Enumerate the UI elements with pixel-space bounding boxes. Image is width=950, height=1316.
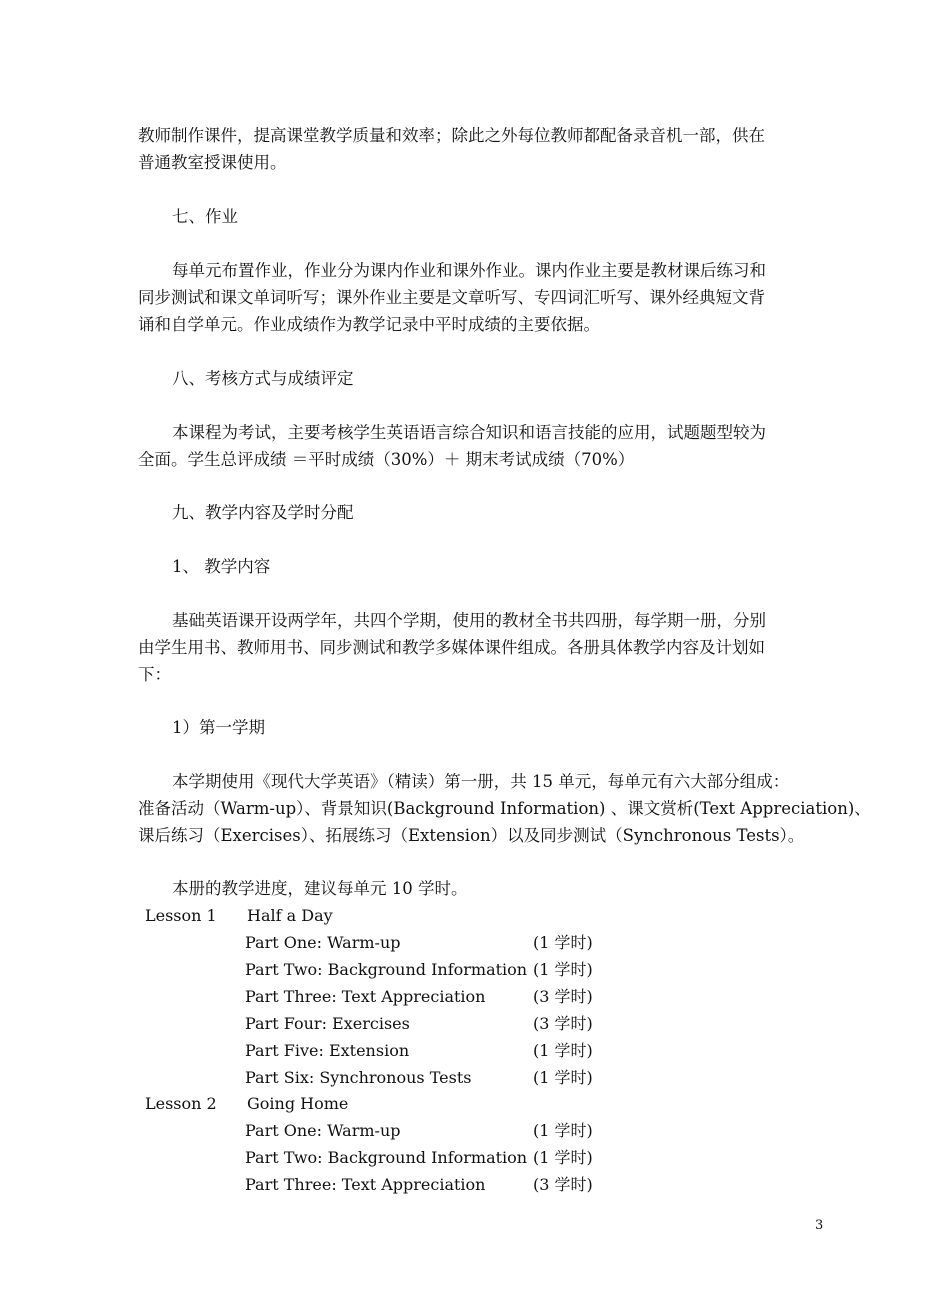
lesson-1-part-6-hours: (1 学时) [533,1068,593,1087]
para-content-line-1: 基础英语课开设两学年，共四个学期，使用的教材全书共四册，每学期一册，分别 [172,611,766,630]
lesson-1-part-1-hours: (1 学时) [533,933,593,952]
para-exam-line-2: 全面。学生总评成绩 ＝平时成绩（30%）＋ 期末考试成绩（70%） [138,450,635,469]
para-top-line-1: 教师制作课件，提高课堂教学质量和效率；除此之外每位教师都配备录音机一部，供在 [138,126,765,145]
lesson-1-part-2-name: Part Two: Background Information [245,960,528,979]
para-content-line-2: 由学生用书、教师用书、同步测试和教学多媒体课件组成。各册具体教学内容及计划如 [138,638,765,657]
lesson-1-part-3-hours: (3 学时) [533,987,593,1006]
heading-assessment: 八、考核方式与成绩评定 [172,369,354,388]
lesson-2-number: Lesson 2 [145,1094,217,1113]
schedule-note: 本册的教学进度，建议每单元 10 学时。 [172,879,468,898]
lesson-2-part-2-name: Part Two: Background Information [245,1148,528,1167]
lesson-1-part-2-hours: (1 学时) [533,960,593,979]
lesson-1-part-1-name: Part One: Warm-up [245,933,401,952]
lesson-2-part-2-hours: (1 学时) [533,1148,593,1167]
para-homework-line-1: 每单元布置作业，作业分为课内作业和课外作业。课内作业主要是教材课后练习和 [172,261,766,280]
lesson-2-part-1-name: Part One: Warm-up [245,1121,401,1140]
para-content-line-3: 下： [138,665,171,684]
lesson-1-part-6-name: Part Six: Synchronous Tests [245,1068,472,1087]
para-top-line-2: 普通教室授课使用。 [138,153,287,172]
para-term-line-1: 本学期使用《现代大学英语》（精读）第一册，共 15 单元，每单元有六大部分组成： [172,772,790,791]
heading-teaching-content: 九、教学内容及学时分配 [172,503,354,522]
lesson-1-title: Half a Day [247,906,333,925]
page-number: 3 [815,1218,824,1233]
lesson-2-part-1-hours: (1 学时) [533,1121,593,1140]
lesson-1-part-5-hours: (1 学时) [533,1041,593,1060]
lesson-1-part-5-name: Part Five: Extension [245,1041,410,1060]
para-homework-line-2: 同步测试和课文单词听写；课外作业主要是文章听写、专四词汇听写、课外经典短文背 [138,288,765,307]
subheading-teaching-content: 1、 教学内容 [172,557,271,576]
lesson-2-title: Going Home [247,1094,349,1113]
para-exam-line-1: 本课程为考试，主要考核学生英语语言综合知识和语言技能的应用，试题题型较为 [172,423,766,442]
lesson-1-number: Lesson 1 [145,906,217,925]
para-term-line-2: 准备活动（Warm-up）、背景知识(Background Information) 、课文赏析(Text Appreciation)、 [138,799,871,818]
heading-assignments: 七、作业 [172,207,238,226]
subheading-first-term: 1）第一学期 [172,718,265,737]
lesson-2-part-3-name: Part Three: Text Appreciation [245,1175,486,1194]
lesson-1-part-4-name: Part Four: Exercises [245,1014,410,1033]
lesson-1-part-3-name: Part Three: Text Appreciation [245,987,486,1006]
para-homework-line-3: 诵和自学单元。作业成绩作为教学记录中平时成绩的主要依据。 [138,315,600,334]
para-term-line-3: 课后练习（Exercises）、拓展练习（Extension）以及同步测试（Synchronous Tests）。 [138,826,805,845]
lesson-1-part-4-hours: (3 学时) [533,1014,593,1033]
lesson-2-part-3-hours: (3 学时) [533,1175,593,1194]
